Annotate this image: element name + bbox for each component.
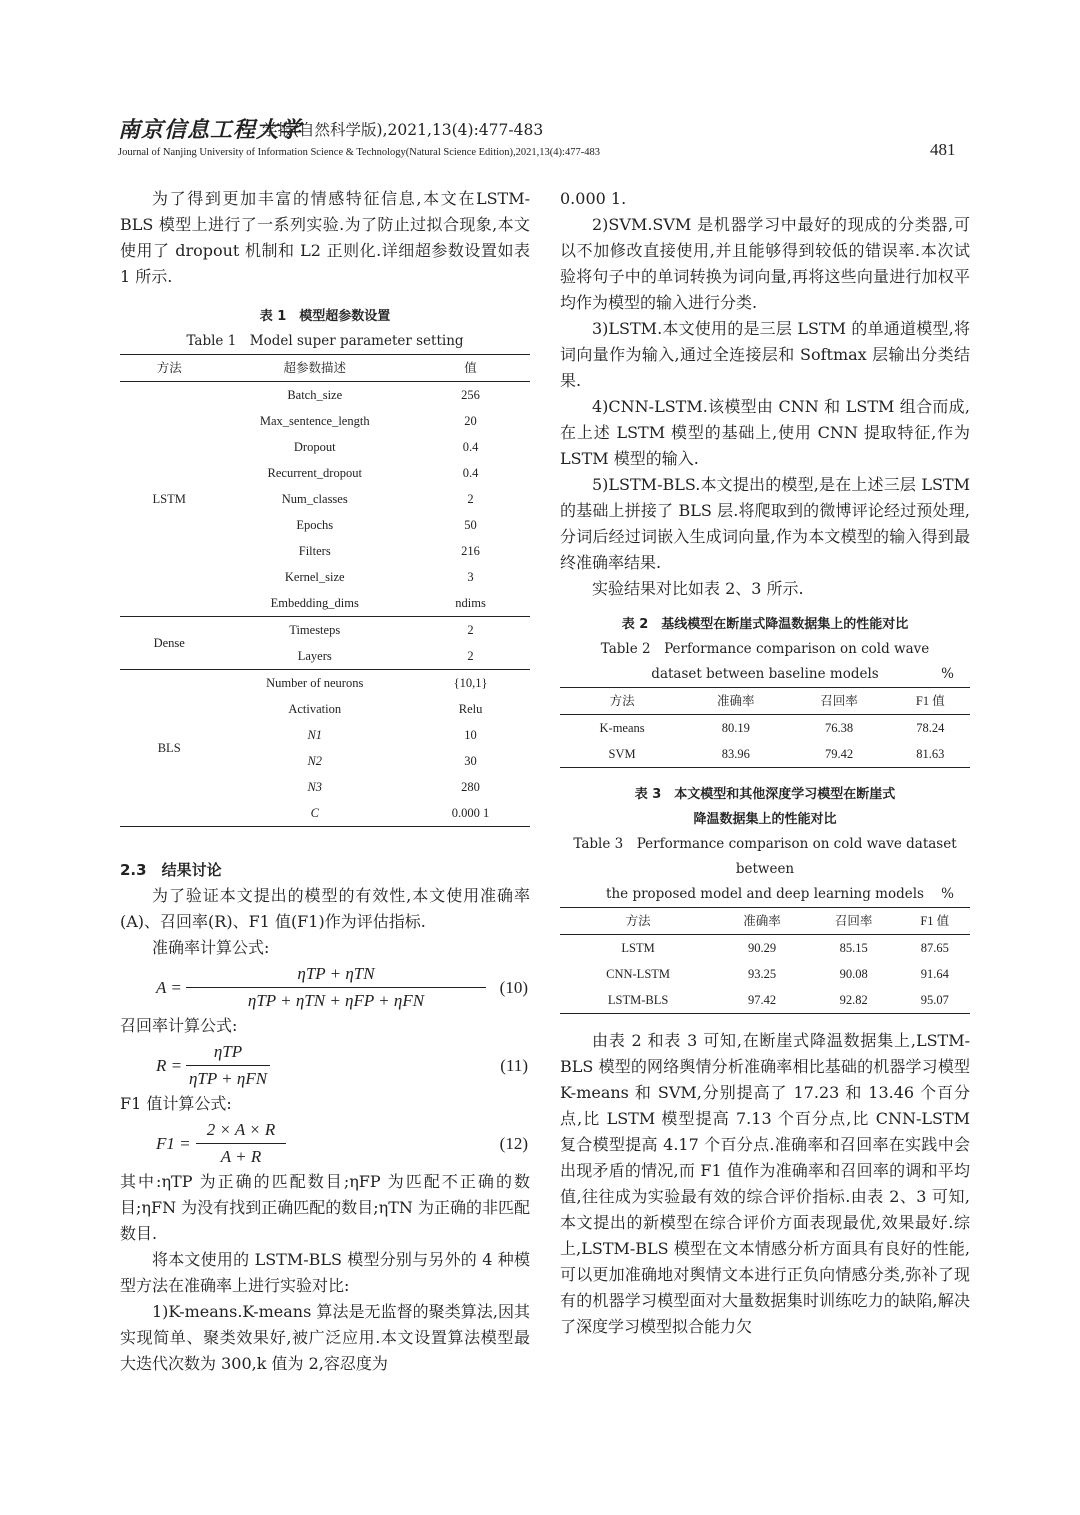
lstm-paragraph: 3)LSTM.本文使用的是三层 LSTM 的单通道模型,将词向量作为输入,通过全连接层和 Softmax 层输出分类结果. — [560, 319, 970, 390]
metrics-paragraph: 为了验证本文提出的模型的有效性,本文使用准确率(A)、召回率(R)、F1 值(F1)作为评估指标. — [120, 886, 530, 931]
t3-head-cell: 准确率 — [743, 914, 781, 928]
t1-head-param: 超参数描述 — [283, 361, 346, 375]
t1-value-cell: 0.000 1 — [451, 806, 490, 820]
journal-header-en: Journal of Nanjing University of Information Science & Technology(Natural Science Edition),2021,13(4):477-483 — [118, 147, 600, 158]
t1-method-cell: Dense — [120, 617, 218, 670]
t1-value-cell: 3 — [467, 570, 474, 584]
equation-10 — [120, 961, 530, 1013]
t3-cell: LSTM — [621, 941, 655, 955]
t2-head-cell: 方法 — [609, 694, 635, 708]
table2-caption-en-2 — [560, 662, 970, 687]
t1-value-cell: {10,1} — [453, 676, 488, 690]
t1-value-cell: 2 — [467, 649, 474, 663]
t1-value-cell: 50 — [464, 518, 477, 532]
t1-head-value: 值 — [464, 361, 477, 375]
t3-cell: 95.07 — [920, 993, 949, 1007]
accuracy-formula-label: 准确率计算公式: — [152, 938, 270, 957]
t2-cell: K-means — [599, 721, 645, 735]
t2-head-cell: F1 值 — [915, 694, 945, 708]
t1-param-cell: Dropout — [293, 440, 336, 454]
equation-11 — [120, 1039, 530, 1091]
eq10-denominator: ηTP + ηTN + ηFP + ηFN — [247, 991, 425, 1010]
eq12-number: (12) — [499, 1134, 528, 1153]
table3-body — [560, 935, 970, 1014]
f1-formula-label: F1 值计算公式: — [120, 1094, 232, 1113]
t2-cell: 79.42 — [824, 747, 854, 761]
t2-row — [560, 741, 970, 768]
t1-param-cell: Activation — [288, 702, 342, 716]
t1-value-cell: 280 — [461, 780, 480, 794]
eq12-numerator: 2 × A × R — [196, 1117, 286, 1144]
t3-cell: 87.65 — [920, 941, 949, 955]
t3-row — [560, 935, 970, 962]
t1-method-cell: LSTM — [120, 382, 218, 617]
table2 — [560, 687, 970, 768]
t3-cell: LSTM-BLS — [607, 993, 669, 1007]
eq11-lhs: R = — [156, 1056, 183, 1075]
t1-param-cell: Batch_size — [287, 388, 343, 402]
t1-method-cell: BLS — [120, 670, 218, 827]
t1-param-cell: N2 — [307, 754, 323, 768]
svm-paragraph: 2)SVM.SVM 是机器学习中最好的现成的分类器,可以不加修改直接使用,并且能够得到较低的错误率.本次试验将句子中的单词转换为词向量,再将这些向量进行加权平均作为模型的输入进行分类. — [560, 215, 970, 312]
t3-cell: CNN-LSTM — [606, 967, 671, 981]
eq11-denominator: ηTP + ηFN — [188, 1069, 268, 1088]
table3-caption-en-2 — [560, 882, 970, 907]
table2-caption-en-1: Table 2 Performance comparison on cold wave — [600, 641, 930, 657]
t1-param-cell: Kernel_size — [284, 570, 345, 584]
table2-caption-cn: 表 2 基线模型在断崖式降温数据集上的性能对比 — [621, 617, 909, 632]
t1-param-cell: C — [310, 806, 319, 820]
t3-cell: 90.29 — [747, 941, 777, 955]
right-column — [560, 186, 970, 1340]
t3-cell: 92.82 — [839, 993, 868, 1007]
equation-12 — [120, 1117, 530, 1169]
table3-caption-cn-1: 表 3 本文模型和其他深度学习模型在断崖式 — [634, 787, 896, 802]
table2-caption-en-2-text: dataset between baseline models — [651, 666, 879, 682]
table1-caption-en: Table 1 Model super parameter setting — [186, 333, 464, 349]
t3-row — [560, 961, 970, 987]
t1-param-cell: Timesteps — [289, 623, 341, 637]
table2-unit: % — [941, 666, 954, 682]
eq12-lhs: F1 = — [156, 1134, 191, 1153]
t1-param-cell: Epochs — [296, 518, 334, 532]
t2-cell: 78.24 — [916, 721, 945, 735]
t3-header-row — [560, 908, 970, 935]
t2-cell: SVM — [608, 747, 636, 761]
lstm-bls-paragraph: 5)LSTM-BLS.本文提出的模型,是在上述三层 LSTM 的基础上拼接了 BLS 层.将爬取到的微博评论经过预处理,分词后经过词嵌入生成词向量,作为本文模型的输入得到最终准确率结果. — [560, 475, 970, 572]
t2-head-cell: 召回率 — [820, 694, 858, 708]
t1-value-cell: 20 — [464, 414, 477, 428]
conclusion-paragraph: 由表 2 和表 3 可知,在断崖式降温数据集上,LSTM-BLS 模型的网络舆情分析准确率相比基础的机器学习模型 K-means 和 SVM,分别提高了 17.23 和 13.46 个百分点,比 LSTM 模型提高 7.13 个百分点,比 CNN-LSTM 复合模型提高 4.17 个百分点.准确率和召回率在实践中会出现矛盾的情况,而 F1 值作为准确率和召回率的调和平均值,往往成为实验最有效的综合评价指标.由表 2、3 可知,本文提出的新模型在综合评价方面表现最优,效果最好.综上,LSTM-BLS 模型在文本情感分析方面具有良好的性能,可以更加准确地对舆情文本进行正负向情感分类,弥补了现有的机器学习模型面对大量数据集时训练吃力的缺陷,解决了深度学习模型拟合能力欠 — [560, 1031, 970, 1336]
t1-head-method: 方法 — [156, 361, 182, 375]
t1-row — [120, 617, 530, 644]
kmeans-paragraph: 1)K-means.K-means 算法是无监督的聚类算法,因其实现简单、聚类效果好,被广泛应用.本文设置算法模型最大迭代次数为 300,k 值为 2,容忍度为 — [120, 1302, 530, 1373]
table2-body — [560, 715, 970, 768]
t1-value-cell: 0.4 — [462, 440, 479, 454]
t1-value-cell: 2 — [467, 623, 474, 637]
comparison-intro: 将本文使用的 LSTM-BLS 模型分别与另外的 4 种模型方法在准确率上进行实验对比: — [120, 1250, 530, 1295]
t3-head-cell: 召回率 — [834, 914, 873, 928]
eq12-denominator: A + R — [220, 1147, 262, 1166]
t2-cell: 76.38 — [824, 721, 854, 735]
t2-cell: 83.96 — [721, 747, 750, 761]
eq10-lhs: A = — [156, 978, 182, 997]
table3-caption-cn-2: 降温数据集上的性能对比 — [693, 812, 837, 827]
t3-head-cell: 方法 — [625, 914, 651, 928]
t3-cell: 97.42 — [747, 993, 777, 1007]
t1-value-cell: 256 — [461, 388, 480, 402]
t1-value-cell: 10 — [464, 728, 477, 742]
left-column — [120, 186, 530, 1377]
tolerance-continuation: 0.000 1. — [560, 189, 627, 208]
eq11-number: (11) — [500, 1056, 528, 1075]
t1-value-cell: 30 — [464, 754, 477, 768]
eq10-number: (10) — [499, 978, 528, 997]
table3-caption-en-1: Table 3 Performance comparison on cold wave dataset between — [573, 836, 957, 877]
page-number: 481 — [930, 140, 956, 159]
t1-param-cell: Embedding_dims — [270, 596, 359, 610]
t1-param-cell: Filters — [298, 544, 331, 558]
t2-header-row — [560, 688, 970, 715]
t1-param-cell: Recurrent_dropout — [267, 466, 362, 480]
t3-head-cell: F1 值 — [920, 914, 950, 928]
table1 — [120, 354, 530, 827]
t3-cell: 93.25 — [747, 967, 777, 981]
journal-header-cn: 学报(自然科学版),2021,13(4):477-483 — [262, 121, 544, 139]
t3-cell: 91.64 — [920, 967, 949, 981]
table1-body — [120, 382, 530, 827]
table3-unit: % — [941, 886, 954, 902]
t1-param-cell: N3 — [307, 780, 323, 794]
t2-cell: 81.63 — [916, 747, 945, 761]
table3 — [560, 907, 970, 1014]
t1-param-cell: Layers — [297, 649, 332, 663]
t1-row — [120, 382, 530, 409]
t1-param-cell: Num_classes — [281, 492, 348, 506]
table1-caption-cn: 表 1 模型超参数设置 — [259, 309, 391, 324]
t1-row — [120, 670, 530, 697]
symbols-paragraph: 其中:ηTP 为正确的匹配数目;ηFP 为匹配不正确的数目;ηFN 为没有找到正确匹配的数目;ηTN 为正确的非匹配数目. — [120, 1172, 530, 1243]
t1-param-cell: N1 — [307, 728, 323, 742]
t1-value-cell: 0.4 — [462, 466, 479, 480]
t2-head-cell: 准确率 — [717, 694, 755, 708]
t1-value-cell: Relu — [458, 702, 483, 716]
t1-param-cell: Number of neurons — [266, 676, 364, 690]
t2-row — [560, 715, 970, 742]
t1-value-cell: 216 — [461, 544, 480, 558]
t3-cell: 90.08 — [839, 967, 868, 981]
eq11-numerator: ηTP — [186, 1039, 270, 1066]
cnn-lstm-paragraph: 4)CNN-LSTM.该模型由 CNN 和 LSTM 组合而成,在上述 LSTM 模型的基础上,使用 CNN 提取特征,作为 LSTM 模型的输入. — [560, 397, 970, 468]
results-intro: 实验结果对比如表 2、3 所示. — [592, 579, 804, 598]
journal-logo: 南京信息工程大学 — [118, 117, 303, 143]
recall-formula-label: 召回率计算公式: — [120, 1016, 238, 1035]
section-title: 2.3 结果讨论 — [120, 861, 222, 879]
t3-row — [560, 987, 970, 1014]
t1-value-cell: 2 — [467, 492, 474, 506]
eq10-numerator: ηTP + ηTN — [186, 961, 486, 988]
t1-value-cell: ndims — [455, 596, 486, 610]
t3-cell: 85.15 — [839, 941, 868, 955]
t1-param-cell: Max_sentence_length — [259, 414, 370, 428]
intro-paragraph: 为了得到更加丰富的情感特征信息,本文在LSTM-BLS 模型上进行了一系列实验.为了防止过拟合现象,本文使用了 dropout 机制和 L2 正则化.详细超参数设置如表 1 所示. — [120, 189, 530, 286]
t2-cell: 80.19 — [721, 721, 750, 735]
table3-caption-en-2-text: the proposed model and deep learning models — [606, 886, 924, 902]
